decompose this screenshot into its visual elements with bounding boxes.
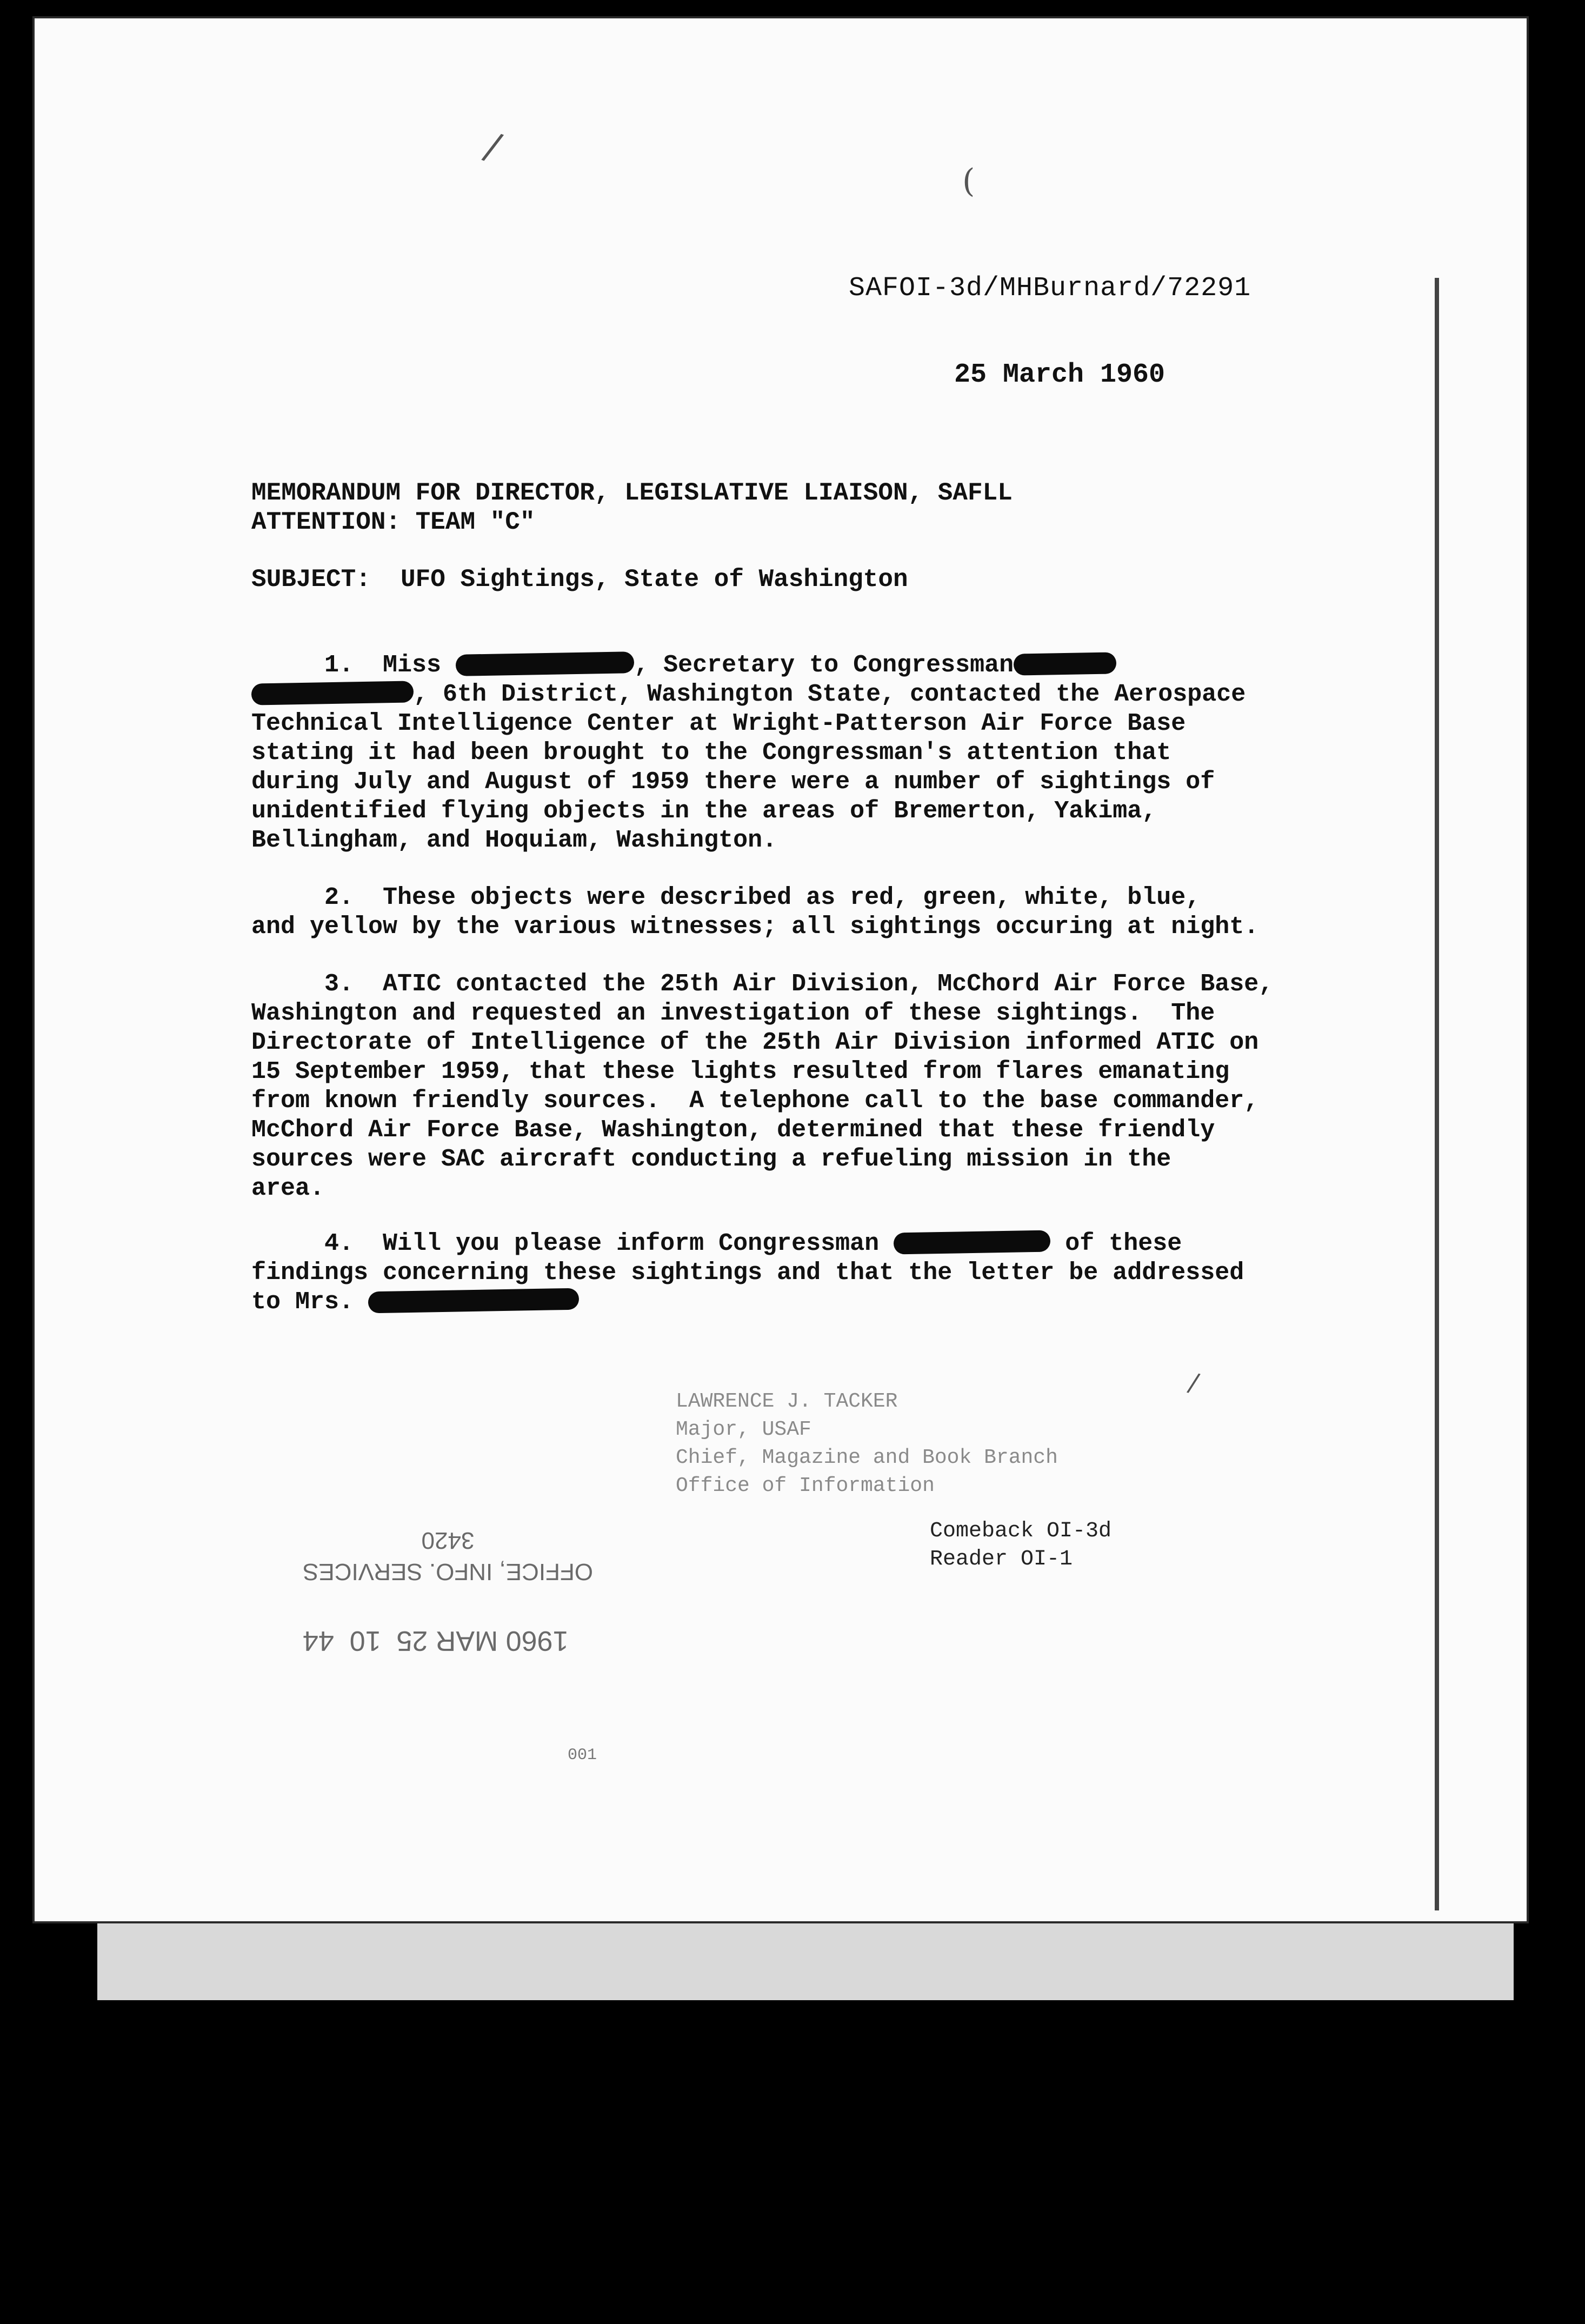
page-fold-line bbox=[1435, 278, 1439, 1910]
paragraph-1 bbox=[251, 622, 1311, 855]
routing-block bbox=[930, 1489, 1111, 1574]
memo-subject-line: SUBJECT: UFO Sightings, State of Washington bbox=[251, 565, 908, 594]
received-stamp-date: 1960 MAR 25 10 44 bbox=[303, 1625, 569, 1656]
page-number: 001 bbox=[568, 1746, 597, 1764]
paragraph-4 bbox=[251, 1200, 1311, 1317]
received-stamp bbox=[303, 1524, 593, 1619]
signer-rank: Major, USAF bbox=[676, 1418, 811, 1441]
paragraph-3 bbox=[251, 941, 1311, 1203]
stamp-office: OFFICE, INFO. SERVICES bbox=[303, 1559, 594, 1585]
paragraph-2 bbox=[251, 854, 1311, 942]
reference-code: SAFOI-3d/MHBurnard/72291 bbox=[849, 273, 1251, 304]
signer-title: Chief, Magazine and Book Branch bbox=[676, 1446, 1058, 1469]
signer-office: Office of Information bbox=[676, 1474, 935, 1497]
redaction bbox=[456, 651, 635, 676]
p1-line: 1. Miss , Secretary to Congressman bbox=[251, 651, 1116, 679]
p1-line: , 6th District, Washington State, contacted the Aerospace bbox=[251, 681, 1246, 708]
redaction bbox=[1014, 652, 1117, 675]
p2-line: 2. These objects were described as red, green, white, blue, bbox=[251, 884, 1201, 911]
p3-line: 3. ATIC contacted the 25th Air Division, McChord Air Force Base, bbox=[251, 970, 1274, 998]
p3-line: from known friendly sources. A telephone call to the base commander, bbox=[251, 1087, 1259, 1115]
routing-reader: Reader OI-1 bbox=[930, 1547, 1073, 1571]
stamp-number: 3420 bbox=[421, 1527, 475, 1554]
p3-line: area. bbox=[251, 1175, 325, 1202]
p3-line: McChord Air Force Base, Washington, determined that these friendly bbox=[251, 1116, 1215, 1144]
p3-line: Directorate of Intelligence of the 25th Air Division informed ATIC on bbox=[251, 1029, 1259, 1056]
routing-comeback: Comeback OI-3d bbox=[930, 1519, 1112, 1543]
redaction bbox=[251, 681, 414, 705]
p3-line: sources were SAC aircraft conducting a refueling mission in the bbox=[251, 1146, 1171, 1173]
p2-line: and yellow by the various witnesses; all sightings occuring at night. bbox=[251, 913, 1259, 941]
p1-line: during July and August of 1959 there were a number of sightings of bbox=[251, 768, 1215, 796]
pen-mark: / bbox=[1186, 1367, 1202, 1399]
p1-line: Technical Intelligence Center at Wright-Patterson Air Force Base bbox=[251, 710, 1186, 737]
p1-line: stating it had been brought to the Congressman's attention that bbox=[251, 739, 1171, 767]
p1-line: unidentified flying objects in the areas of Bremerton, Yakima, bbox=[251, 797, 1157, 825]
redaction bbox=[368, 1288, 580, 1314]
pen-mark: / bbox=[479, 123, 507, 170]
signer-name: LAWRENCE J. TACKER bbox=[676, 1390, 898, 1413]
p3-line: Washington and requested an investigation of these sightings. The bbox=[251, 1000, 1215, 1027]
p4-line: to Mrs. bbox=[251, 1288, 579, 1316]
p3-line: 15 September 1959, that these lights resulted from flares emanating bbox=[251, 1058, 1230, 1086]
memo-to-line: MEMORANDUM FOR DIRECTOR, LEGISLATIVE LIAISON, SAFLL bbox=[251, 479, 1013, 507]
p1-line: Bellingham, and Hoquiam, Washington. bbox=[251, 827, 777, 854]
p4-line: 4. Will you please inform Congressman of these bbox=[251, 1230, 1182, 1257]
signature-block bbox=[676, 1360, 1058, 1500]
redaction bbox=[894, 1230, 1051, 1254]
pen-mark: ( bbox=[962, 162, 975, 200]
memo-attention-line: ATTENTION: TEAM "C" bbox=[251, 508, 535, 536]
memo-date: 25 March 1960 bbox=[954, 359, 1166, 390]
p4-line: findings concerning these sightings and that the letter be addressed bbox=[251, 1259, 1244, 1287]
